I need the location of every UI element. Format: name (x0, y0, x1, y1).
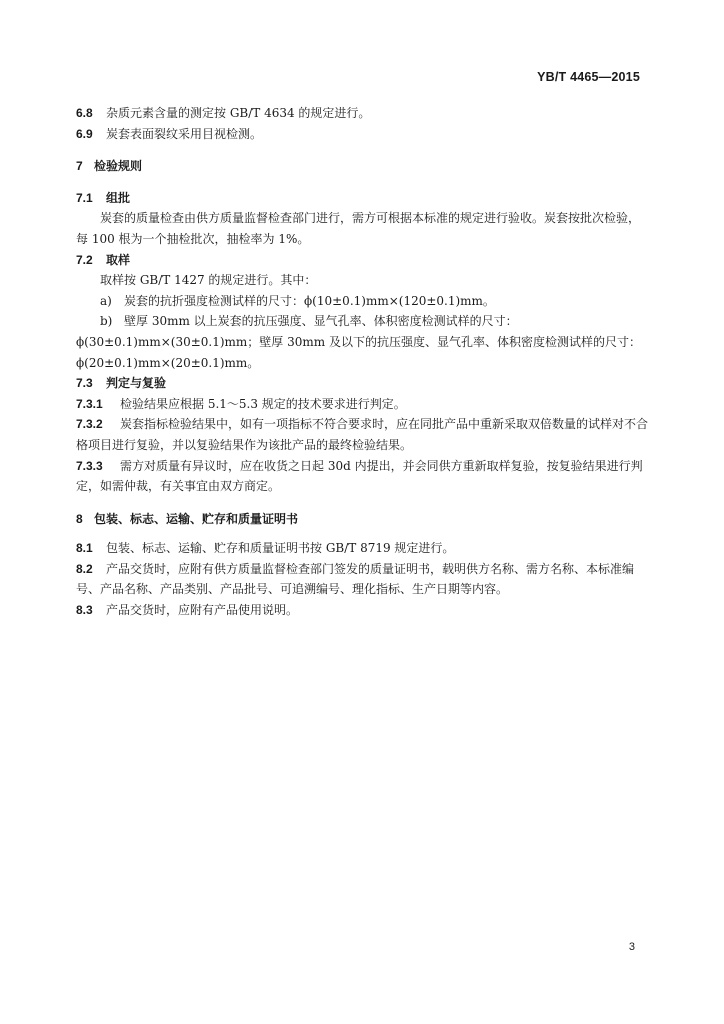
clause-number: 6.8 (76, 106, 93, 120)
clause-number: 7.3.2 (76, 417, 103, 432)
list-marker: a) (100, 293, 112, 308)
clause-7-1-body: 炭套的质量检查由供方质量监督检查部门进行，需方可根据本标准的规定进行验收。炭套按批次检验，每 100 根为一个抽检批次，抽检率为 1%。 (76, 211, 641, 246)
clause-7-3-2 (76, 414, 648, 455)
clause-number: 7.3.1 (76, 396, 103, 411)
clause-number: 7.3 (76, 376, 93, 391)
clause-number: 8.1 (76, 541, 93, 556)
clause-text: 产品交货时，应附有产品使用说明。 (106, 603, 299, 618)
list-item-text: 炭套的抗折强度检测试样的尺寸：ϕ(10±0.1)mm×(120±0.1)mm。 (124, 293, 495, 308)
standard-code: YB/T 4465—2015 (537, 70, 640, 84)
clause-7-1-heading (76, 188, 648, 209)
list-item-a (76, 291, 648, 312)
chapter-8-heading (76, 509, 648, 530)
document-body (76, 103, 648, 621)
clause-title: 组批 (106, 190, 131, 205)
clause-title: 判定与复验 (106, 376, 167, 391)
chapter-number: 8 (76, 511, 83, 526)
clause-8-1 (76, 538, 648, 559)
list-marker: b) (100, 314, 113, 329)
clause-7-3-1 (76, 394, 648, 415)
list-item-text: 壁厚 30mm 以上炭套的抗压强度、显气孔率、体积密度检测试样的尺寸：ϕ(30±0.1)mm×(30±0.1)mm；壁厚 30mm 及以下的抗压强度、显气孔率、体积密度检测试样的尺寸：ϕ(20±0.1)mm×(20±0.1)mm。 (76, 314, 641, 370)
clause-number: 7.3.3 (76, 458, 103, 473)
clause-text: 需方对质量有异议时，应在收货之日起 30d 内提出，并会同供方重新取样复验，按复验结果进行判定，如需仲裁，有关事宜由双方商定。 (76, 458, 643, 494)
clause-number: 7.2 (76, 252, 93, 267)
clause-title: 取样 (106, 252, 131, 267)
clause-text: 产品交货时，应附有供方质量监督检查部门签发的质量证明书，载明供方名称、需方名称、本标准编号、产品名称、产品类别、产品批号、可追溯编号、理化指标、生产日期等内容。 (76, 561, 635, 597)
clause-7-2-heading (76, 250, 648, 271)
chapter-number: 7 (76, 159, 83, 174)
clause-text: 炭套指标检验结果中，如有一项指标不符合要求时，应在同批产品中重新采取双倍数量的试样对不合格项目进行复验，并以复验结果作为该批产品的最终检验结果。 (76, 417, 649, 452)
clause-number: 7.1 (76, 190, 93, 205)
clause-7-3-heading (76, 373, 648, 394)
list-item-b (76, 311, 648, 373)
clause-number: 8.3 (76, 603, 93, 618)
clause-8-2 (76, 559, 648, 600)
clause-text: 检验结果应根据 5.1～5.3 规定的技术要求进行判定。 (120, 396, 406, 411)
clause-6-9 (76, 124, 648, 145)
clause-text: 炭套表面裂纹采用目视检测。 (106, 126, 263, 141)
clause-text: 包装、标志、运输、贮存和质量证明书按 GB/T 8719 规定进行。 (106, 541, 455, 556)
clause-7-2-intro: 取样按 GB/T 1427 的规定进行。其中： (100, 273, 317, 288)
clause-text: 杂质元素含量的测定按 GB/T 4634 的规定进行。 (106, 106, 371, 120)
clause-8-3 (76, 600, 648, 621)
clause-number: 8.2 (76, 561, 93, 576)
chapter-7-heading (76, 156, 648, 177)
chapter-title: 检验规则 (94, 159, 143, 174)
clause-6-8 (76, 103, 648, 124)
page-number: 3 (628, 941, 635, 953)
clause-7-3-3 (76, 456, 648, 497)
chapter-title: 包装、标志、运输、贮存和质量证明书 (94, 511, 299, 526)
clause-number: 6.9 (76, 126, 93, 141)
